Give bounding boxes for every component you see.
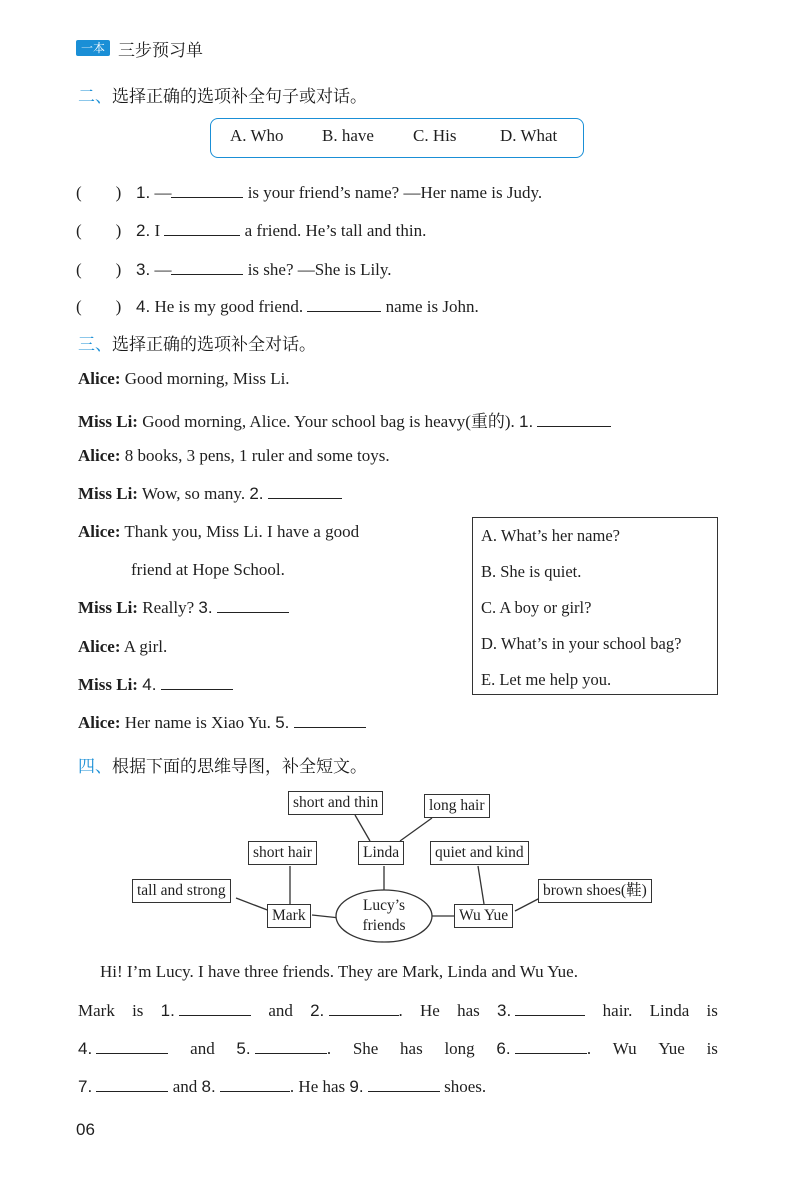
node-linda: Linda (358, 841, 404, 865)
option-a: A. Who (230, 126, 284, 145)
paragraph-line4 (78, 1077, 486, 1097)
question-number: 3. (136, 260, 151, 279)
blank-number: 4. (78, 1039, 93, 1058)
word: . He has (289, 1077, 346, 1096)
paragraph-line2 (78, 1001, 718, 1021)
blank-group (497, 1001, 585, 1021)
blank-group (310, 1001, 403, 1021)
answer-paren[interactable]: ( ) (76, 221, 122, 240)
blank-group (161, 1001, 251, 1021)
speaker: Miss Li: (78, 675, 138, 694)
section3-number: 三、 (78, 335, 112, 355)
dialogue-text: friend at Hope School. (131, 560, 285, 579)
word: and (172, 1077, 198, 1096)
word: long (444, 1039, 475, 1058)
question-post: is she? —She is Lily. (243, 260, 392, 279)
punct: . (586, 1039, 592, 1058)
blank-number: 3. (198, 598, 213, 617)
page-number: 06 (76, 1120, 95, 1139)
option-c: C. His (413, 126, 457, 145)
choice-b: B. She is quiet. (481, 562, 582, 581)
option-d: D. What (500, 126, 558, 145)
word: is (706, 1039, 718, 1058)
question-number: 1. (136, 183, 151, 202)
section4-instruction: 根据下面的思维导图，补全短文。 (112, 757, 367, 777)
speaker: Alice: (78, 446, 121, 465)
option-b: B. have (322, 126, 374, 145)
answer-blank[interactable] (220, 1077, 290, 1092)
answer-paren[interactable]: ( ) (76, 260, 122, 279)
paragraph-line1: Hi! I’m Lucy. I have three friends. They are Mark, Linda and Wu Yue. (100, 962, 578, 981)
blank-number: 6. (496, 1039, 511, 1058)
blank-group (496, 1039, 591, 1059)
node-brown-shoes: brown shoes(鞋) (538, 879, 652, 903)
word: shoes. (444, 1077, 487, 1096)
blank-number: 2. (249, 484, 264, 503)
answer-blank[interactable] (368, 1077, 440, 1092)
question-post: a friend. He’s tall and thin. (240, 221, 427, 240)
answer-blank[interactable] (329, 1001, 399, 1016)
choice-c: C. A boy or girl? (481, 598, 592, 617)
word: and (190, 1039, 215, 1058)
mindmap-center (336, 896, 432, 936)
blank-number: 5. (236, 1039, 251, 1058)
speaker: Alice: (78, 637, 121, 656)
question-pre: He is my good friend. (154, 297, 308, 316)
dialogue-text: Wow, so many. (137, 484, 250, 503)
header-title: 三步预习单 (118, 41, 203, 61)
blank-number: 1. (160, 1001, 175, 1020)
speaker: Alice: (78, 713, 121, 732)
blank-number: 1. (519, 412, 534, 431)
node-short-and-thin: short and thin (288, 791, 383, 815)
punct: . (326, 1039, 332, 1058)
brand-badge: 一本 (76, 40, 110, 56)
blank-number: 9. (349, 1077, 364, 1096)
choice-d: D. What’s in your school bag? (481, 634, 682, 653)
blank-number: 2. (310, 1001, 325, 1020)
dialogue-text: 8 books, 3 pens, 1 ruler and some toys. (120, 446, 390, 465)
dialogue-text: Really? (137, 598, 199, 617)
blank-group (236, 1039, 331, 1059)
section2-instruction: 选择正确的选项补全句子或对话。 (112, 87, 367, 107)
word: is (132, 1001, 144, 1020)
answer-blank[interactable] (96, 1077, 168, 1092)
speaker: Miss Li: (78, 484, 138, 503)
blank-number: 5. (275, 713, 290, 732)
node-tall-and-strong: tall and strong (132, 879, 231, 903)
node-quiet-and-kind: quiet and kind (430, 841, 529, 865)
speaker: Miss Li: (78, 412, 138, 431)
question-pre: — (154, 260, 172, 279)
speaker: Alice: (78, 369, 121, 388)
section4-number: 四、 (78, 757, 112, 777)
word: is (706, 1001, 718, 1020)
word: Linda (649, 1001, 690, 1020)
word: She (352, 1039, 379, 1058)
connector-line (236, 898, 270, 911)
choice-e: E. Let me help you. (481, 670, 612, 689)
blank-number: 3. (496, 1001, 512, 1020)
blank-number: 8. (201, 1077, 216, 1096)
question-number: 4. (136, 297, 151, 316)
blank-group (78, 1039, 168, 1059)
word: has (457, 1001, 480, 1020)
section2-number: 二、 (78, 87, 112, 107)
question-post: is your friend’s name? —Her name is Judy. (243, 183, 543, 202)
connector-line (355, 815, 370, 841)
word: hair. (602, 1001, 633, 1020)
dialogue-text: Good morning, Alice. Your school bag is heavy(重的). (137, 412, 520, 431)
speaker: Alice: (78, 522, 121, 541)
node-wu-yue: Wu Yue (454, 904, 513, 928)
answer-blank[interactable] (255, 1039, 327, 1054)
question-post: name is John. (381, 297, 479, 316)
dialogue-text: Thank you, Miss Li. I have a good (120, 522, 360, 541)
punct: . (398, 1001, 403, 1020)
choice-a: A. What’s her name? (481, 526, 620, 545)
node-short-hair: short hair (248, 841, 317, 865)
dialogue-text: Good morning, Miss Li. (120, 369, 290, 388)
question-pre: — (154, 183, 172, 202)
question-pre: I (154, 221, 165, 240)
blank-number: 4. (142, 675, 157, 694)
word: has (400, 1039, 423, 1058)
connector-line (478, 866, 484, 904)
word: Wu (612, 1039, 637, 1058)
word: Yue (658, 1039, 685, 1058)
blank-number: 7. (78, 1077, 93, 1096)
section3-instruction: 选择正确的选项补全对话。 (112, 335, 316, 355)
dialogue-text: Her name is Xiao Yu. (120, 713, 276, 732)
answer-paren[interactable]: ( ) (76, 183, 122, 202)
answer-paren[interactable]: ( ) (76, 297, 122, 316)
center-line2: friends (362, 917, 406, 934)
answer-blank[interactable] (515, 1039, 587, 1054)
connector-line (515, 898, 540, 911)
answer-blank[interactable] (96, 1039, 168, 1054)
speaker: Miss Li: (78, 598, 138, 617)
connector-line (400, 818, 432, 841)
answer-blank[interactable] (179, 1001, 251, 1016)
node-mark: Mark (267, 904, 311, 928)
node-long-hair: long hair (424, 794, 490, 818)
answer-blank[interactable] (515, 1001, 585, 1016)
word: and (268, 1001, 293, 1020)
word: He (420, 1001, 440, 1020)
center-line1: Lucy’s (362, 897, 406, 914)
dialogue-text: A girl. (120, 637, 168, 656)
question-number: 2. (136, 221, 151, 240)
word: Mark (78, 1001, 115, 1020)
paragraph-line3 (78, 1039, 718, 1059)
